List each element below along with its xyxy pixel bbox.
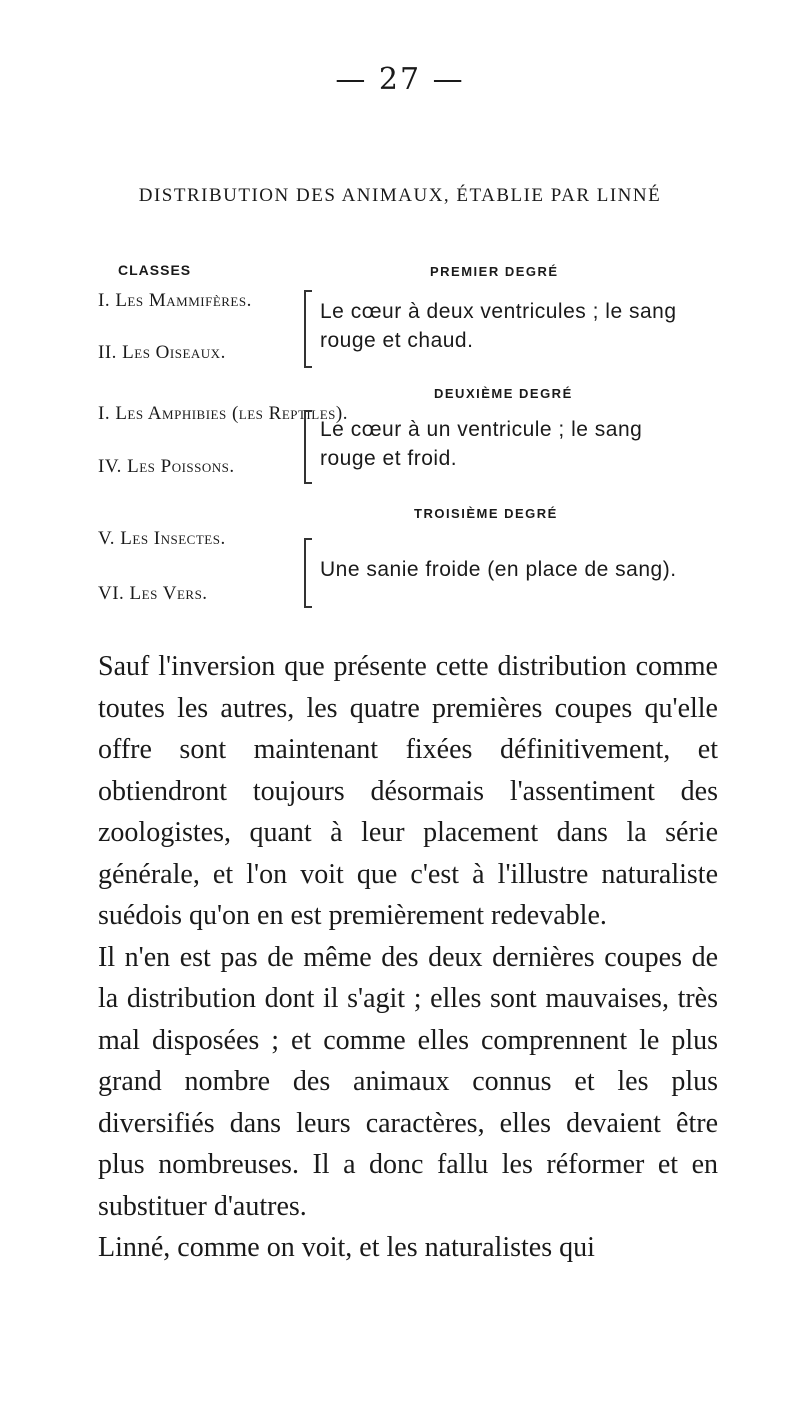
class-oiseaux: II. Les Oiseaux.	[98, 342, 226, 363]
degree3-desc: Une sanie froide (en place de sang).	[320, 558, 677, 581]
degree2-desc-line1: Le cœur à un ventricule ; le sang	[320, 418, 643, 441]
degree2-header: DEUXIÈME DEGRÉ	[434, 386, 573, 401]
class-mammiferes: I. Les Mammifères.	[98, 290, 252, 311]
class-amphibies: I. Les Amphibies (les Reptiles).	[98, 403, 348, 424]
class-poissons: IV. Les Poissons.	[98, 456, 235, 477]
page-number: — 27 —	[335, 62, 465, 97]
brace-degree2	[304, 410, 320, 484]
degree1-desc-line2: rouge et chaud.	[320, 329, 474, 352]
brace-degree1	[304, 290, 320, 368]
degree2-desc-line2: rouge et froid.	[320, 447, 458, 470]
degree1-header: PREMIER DEGRÉ	[430, 264, 559, 279]
class-insectes: V. Les Insectes.	[98, 528, 226, 549]
classes-header: CLASSES	[118, 262, 192, 278]
degree3-header: TROISIÈME DEGRÉ	[414, 506, 558, 521]
page-heading: DISTRIBUTION DES ANIMAUX, ÉTABLIE PAR LINNÉ	[138, 185, 662, 206]
paragraph-3: Linné, comme on voit, et les naturalistes qui	[98, 1232, 595, 1263]
paragraph-2: Il n'en est pas de même des deux dernières coupes de la distribution dont il s'agit ; elles sont mauvaises, très mal disposées ; et comme elles comprennent le plus grand nombre des animaux connus et les plus diversifiés dans leurs caractères, elles devaient être plus nombreuses. Il a donc fallu les réformer et en substituer d'autres.	[98, 941, 718, 1222]
body-text	[98, 646, 718, 1269]
class-vers: VI. Les Vers.	[98, 583, 208, 604]
degree1-desc-line1: Le cœur à deux ventricules ; le sang	[320, 300, 677, 323]
paragraph-1: Sauf l'inversion que présente cette distribution comme toutes les autres, les quatre premières coupes qu'elle offre sont maintenant fixées définitivement, et obtiendront toujours désormais l'assentiment des zoologistes, quant à leur placement dans la série générale, et l'on voit que c'est à l'illustre naturaliste suédois qu'on en est premièrement redevable.	[98, 651, 718, 931]
brace-degree3	[304, 538, 320, 608]
